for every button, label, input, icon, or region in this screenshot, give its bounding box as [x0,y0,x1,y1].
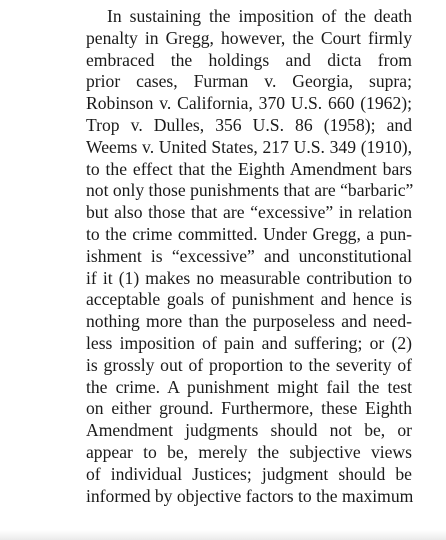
text-line: Trop v. Dulles, 356 U.S. 86 (1958); and [86,114,412,135]
text-line: Robinson v. California, 370 U.S. 660 (1962); [86,93,412,114]
text-line: acceptable goals of punishment and hence is [86,289,412,310]
text-line: less imposition of pain and suffering; or (2) [86,332,412,353]
text-line: penalty in Gregg, however, the Court firmly [86,27,412,48]
page-bottom-shadow [0,530,446,540]
text-line: appear to be, merely the subjective views [86,441,412,462]
text-line: to the crime committed. Under Gregg, a pun- [86,223,412,244]
text-line: ishment is “excessive” and unconstitutional [86,245,412,266]
text-line: if it (1) makes no measurable contribution to [86,267,412,288]
text-line: In sustaining the imposition of the death [107,6,412,26]
text-line: embraced the holdings and dicta from [86,49,412,70]
text-line: to the effect that the Eighth Amendment bars [86,158,412,179]
text-line: of individual Justices; judgment should be [86,463,412,484]
body-paragraph [86,6,412,507]
text-line: not only those punishments that are “barbaric” [86,180,414,201]
text-line: Weems v. United States, 217 U.S. 349 (1910), [86,136,412,157]
text-line: is grossly out of proportion to the severity of [86,354,412,375]
text-line: Amendment judgments should not be, or [86,420,412,441]
text-line: but also those that are “excessive” in relation [86,202,412,223]
text-line: on either ground. Furthermore, these Eighth [86,398,412,419]
text-line: nothing more than the purposeless and need- [86,311,412,332]
text-line: prior cases, Furman v. Georgia, supra; [86,71,412,92]
text-line: the crime. A punishment might fail the test [86,376,412,397]
text-line: informed by objective factors to the maximum [86,485,414,506]
